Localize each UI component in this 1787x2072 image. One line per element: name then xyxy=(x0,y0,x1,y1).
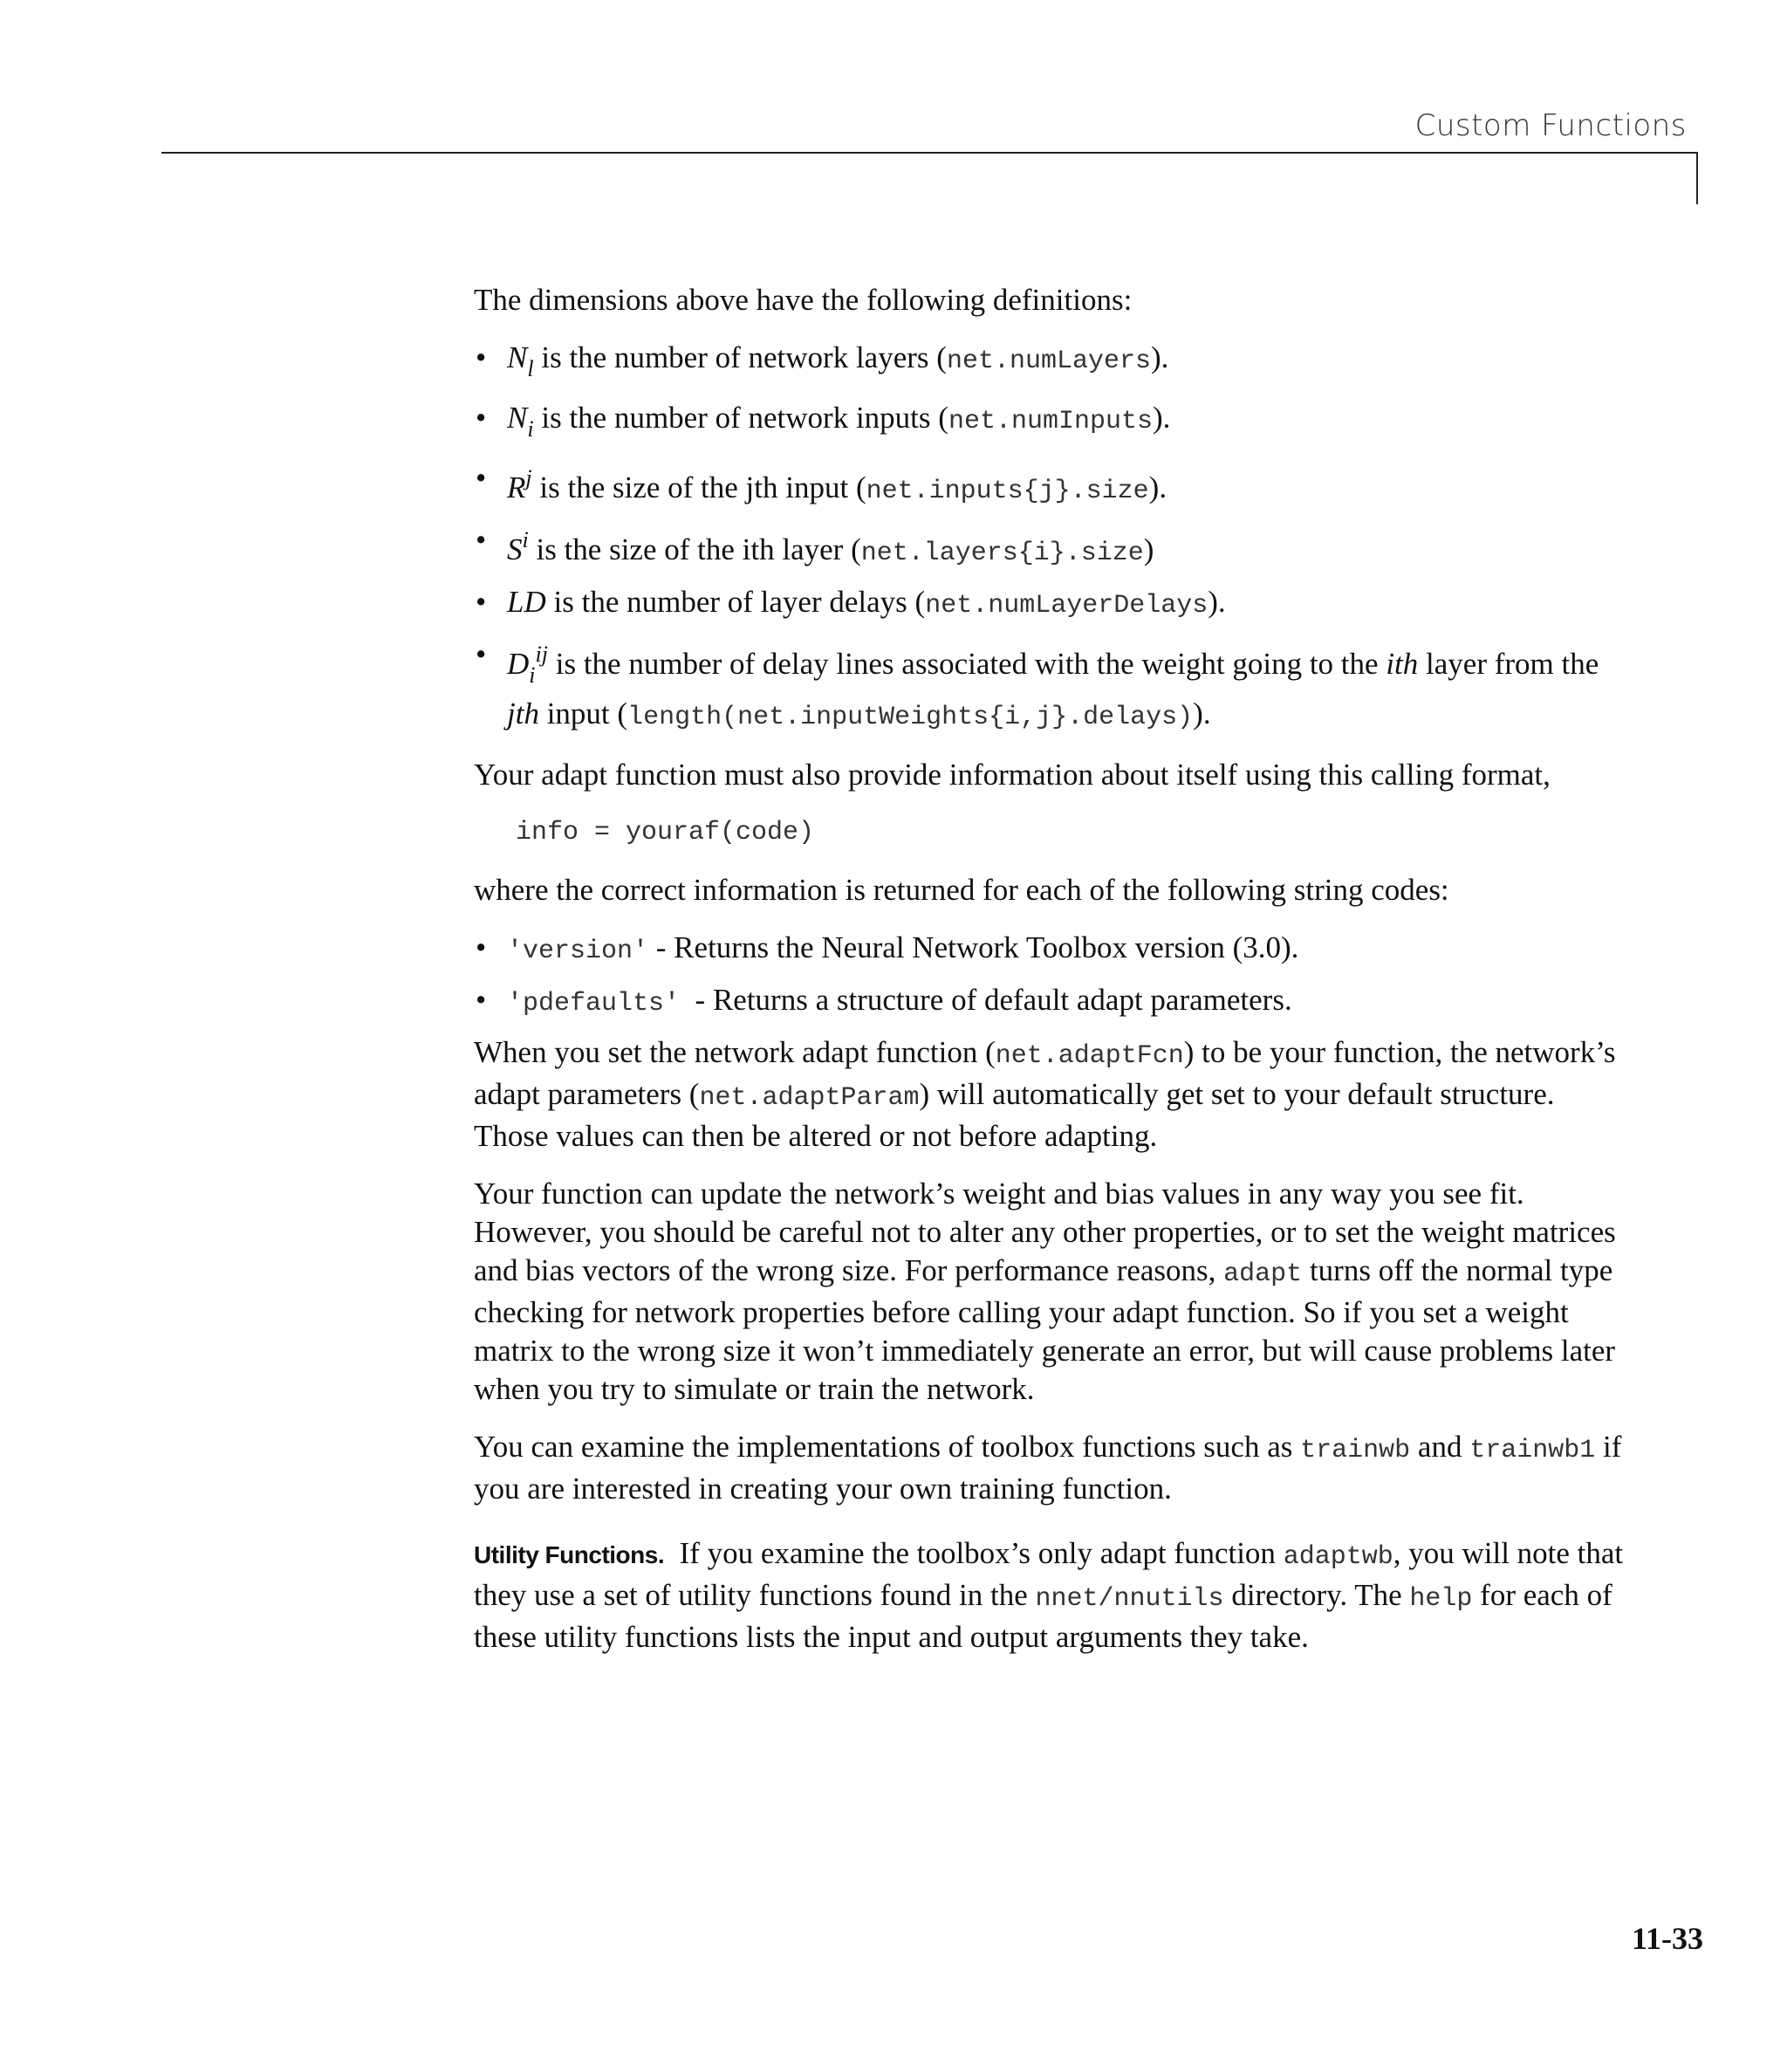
definition-item xyxy=(474,459,1634,511)
string-code: 'pdefaults' xyxy=(507,989,681,1019)
text-run: Your function can update the network’s weight and bias values in any way you see fit. However, you should be careful not to alter any other properties, or to set the weight matrices and bias vectors of the wrong size. For performance reasons, xyxy=(474,1177,1616,1287)
definition-text: layer from the xyxy=(1418,647,1599,681)
symbol-subscript: l xyxy=(527,356,534,381)
page-body xyxy=(474,281,1634,1676)
definitions-list xyxy=(474,339,1634,737)
utility-functions-paragraph xyxy=(474,1534,1634,1657)
text-run: ) will automatically get set to your default structure. Those values can then be altered or not before adapting. xyxy=(474,1077,1555,1153)
code-example: info = youraf(code) xyxy=(516,818,815,847)
string-codes-list xyxy=(474,929,1634,1023)
header-tick xyxy=(1696,152,1698,204)
string-code-item xyxy=(474,981,1634,1023)
code-ref: help xyxy=(1409,1584,1473,1614)
definition-item xyxy=(474,339,1634,388)
definition-item xyxy=(474,635,1634,737)
definition-item xyxy=(474,399,1634,449)
adapt-info-paragraph: Your adapt function must also provide information about itself using this calling format, xyxy=(474,758,1551,792)
symbol: D xyxy=(507,647,530,681)
symbol: LD xyxy=(507,585,546,619)
string-code-desc: - Returns a structure of default adapt parameters. xyxy=(680,983,1292,1017)
symbol: N xyxy=(507,340,528,374)
set-function-paragraph xyxy=(474,1033,1634,1156)
definition-text: is the number of network inputs ( xyxy=(533,401,948,435)
code-ref: trainwb xyxy=(1300,1436,1411,1465)
text-run: if you are interested in creating your own training function. xyxy=(474,1430,1622,1506)
update-paragraph xyxy=(474,1175,1634,1409)
code-ref: net.inputs{j}.size xyxy=(866,477,1149,506)
text-run: for each of these utility functions lists the input and output arguments they take. xyxy=(474,1578,1612,1654)
definition-tail: ). xyxy=(1152,401,1171,435)
definitions-intro: The dimensions above have the following definitions: xyxy=(474,283,1133,317)
text-run: directory. The xyxy=(1223,1578,1410,1612)
symbol: N xyxy=(507,401,528,435)
definition-tail: ) xyxy=(1143,532,1154,566)
code-ref: length(net.inputWeights{i,j}.delays) xyxy=(627,703,1194,732)
definition-tail: ). xyxy=(1193,696,1211,731)
definition-text: is the number of layer delays ( xyxy=(545,585,926,619)
text-run: turns off the normal type checking for network properties before calling your adapt function. So if you set a weight matrix to the wrong size it won’t immediately generate an error, but will cause problems later when you try to simulate or train the network. xyxy=(474,1253,1616,1406)
examine-paragraph xyxy=(474,1428,1634,1508)
string-code: 'version' xyxy=(507,937,649,966)
code-ref: trainwb1 xyxy=(1469,1436,1596,1465)
text-run: ) to be your function, the network’s adapt parameters ( xyxy=(474,1035,1616,1111)
italic-term: jth xyxy=(507,696,539,731)
symbol-subscript: i xyxy=(529,662,536,688)
definition-text: is the number of network layers ( xyxy=(533,340,947,374)
definition-text: is the size of the jth input ( xyxy=(531,470,866,504)
text-run: When you set the network adapt function ( xyxy=(474,1035,996,1069)
italic-term: ith xyxy=(1386,647,1419,681)
definition-text: is the size of the ith layer ( xyxy=(528,532,861,566)
symbol: S xyxy=(507,532,523,566)
header-rule xyxy=(161,152,1698,154)
definition-item xyxy=(474,521,1634,573)
definition-item xyxy=(474,583,1634,625)
text-run: , you will note that they use a set of utility functions found in the xyxy=(474,1536,1624,1612)
symbol-superscript: ij xyxy=(535,641,548,667)
code-ref: net.numLayerDelays xyxy=(925,591,1208,621)
code-ref: net.adaptParam xyxy=(699,1083,920,1113)
definition-tail: ). xyxy=(1208,585,1226,619)
run-in-heading: Utility Functions. xyxy=(474,1541,665,1568)
symbol-superscript: i xyxy=(522,527,529,552)
text-run: You can examine the implementations of toolbox functions such as xyxy=(474,1430,1301,1464)
codes-intro: where the correct information is returned for each of the following string codes: xyxy=(474,873,1449,907)
code-ref: net.layers{i}.size xyxy=(860,539,1144,568)
string-code-desc: - Returns the Neural Network Toolbox version (3.0). xyxy=(648,930,1299,964)
definition-tail: ). xyxy=(1150,340,1169,374)
definition-tail: ). xyxy=(1148,470,1167,504)
text-run: If you examine the toolbox’s only adapt function xyxy=(664,1536,1284,1570)
page-number: 11-33 xyxy=(1631,1921,1703,1956)
symbol-subscript: i xyxy=(527,416,534,442)
running-header: Custom Functions xyxy=(1414,108,1687,143)
code-ref: adaptwb xyxy=(1283,1542,1393,1572)
code-ref: net.numLayers xyxy=(946,346,1151,376)
definition-text: is the number of delay lines associated with the weight going to the xyxy=(547,647,1386,681)
code-ref: net.numInputs xyxy=(948,407,1153,436)
text-run: and xyxy=(1410,1430,1470,1464)
symbol-superscript: j xyxy=(525,465,532,491)
definition-text: input ( xyxy=(538,696,628,731)
code-ref: net.adaptFcn xyxy=(995,1041,1184,1071)
code-ref: nnet/nnutils xyxy=(1035,1584,1224,1614)
symbol: R xyxy=(507,470,526,504)
string-code-item xyxy=(474,929,1634,971)
code-ref: adapt xyxy=(1223,1259,1303,1289)
